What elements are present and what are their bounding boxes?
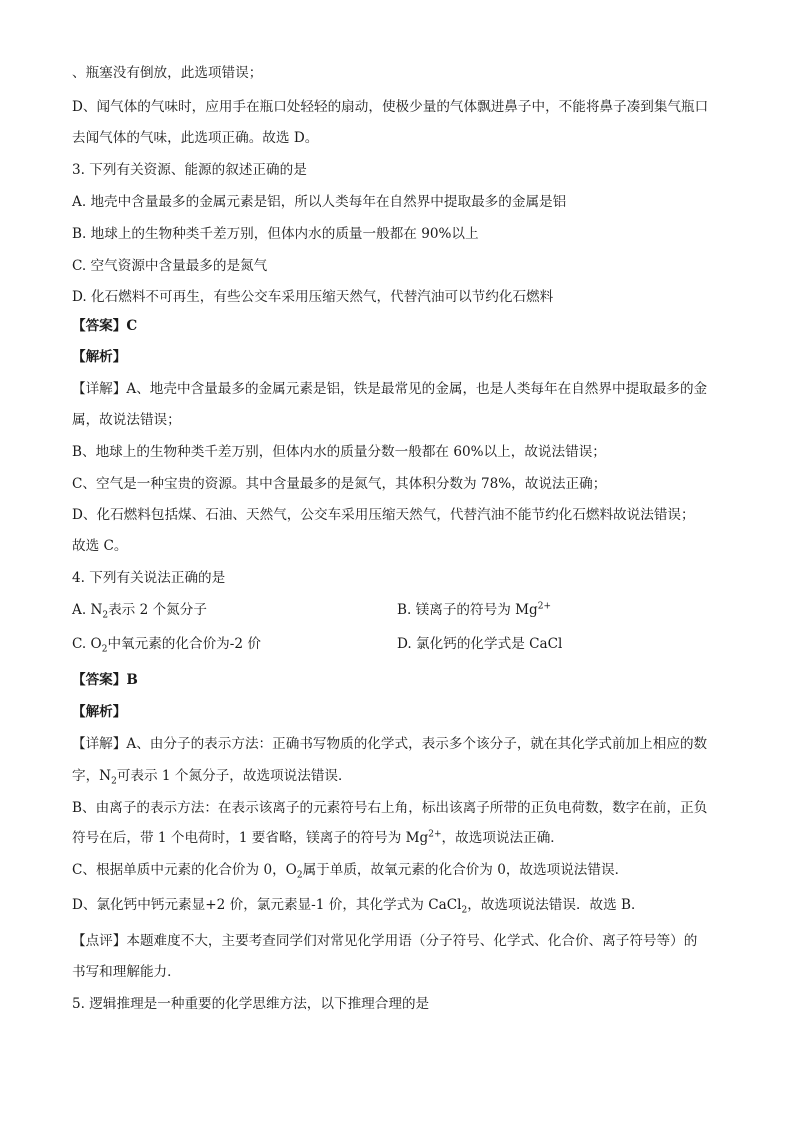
question-3-option-c: C. 空气资源中含量最多的是氮气 bbox=[72, 258, 268, 274]
comment-line: 【点评】本题难度不大，主要考查同学们对常见化学用语（分子符号、化学式、化合价、离子符号等）的 bbox=[72, 933, 698, 949]
detail-line: 符号在后，带 1 个电荷时，1 要省略，镁离子的符号为 $Mg^{2+}$，故选项说法正确． bbox=[72, 829, 564, 846]
detail-line: C、根据单质中元素的化合价为 0，$O_2$属于单质，故氧元素的化合价为 0，故选项说法错误． bbox=[72, 862, 629, 881]
question-4-option-b: B. 镁离子的符号为 $Mg^{2+}$ bbox=[397, 601, 552, 618]
detail-line: D、氯化钙中钙元素显+2 价，氯元素显-1 价，其化学式为 CaCl$_2$，故选项说法错误．故选 B． bbox=[72, 897, 645, 916]
question-3: 3. 下列有关资源、能源的叙述正确的是 bbox=[72, 162, 307, 178]
analysis-label: 【解析】 bbox=[72, 349, 127, 365]
detail-line: 字，$N_2$可表示 1 个氮分子，故选项说法错误． bbox=[72, 768, 352, 787]
analysis-label: 【解析】 bbox=[72, 704, 127, 720]
question-3-option-b: B. 地球上的生物种类千差万别，但体内水的质量一般都在 90%以上 bbox=[72, 226, 479, 242]
detail-line: 故选 C。 bbox=[72, 538, 128, 554]
question-3-option-a: A. 地壳中含量最多的金属元素是铝，所以人类每年在自然界中提取最多的金属是铝 bbox=[72, 194, 567, 210]
question-4-option-d: D. 氯化钙的化学式是 CaCl bbox=[397, 636, 563, 652]
answer-label: 【答案】C bbox=[72, 318, 138, 334]
detail-line: 【详解】A、地壳中含量最多的金属元素是铝，铁是最常见的金属，也是人类每年在自然界中提取最多的金 bbox=[72, 381, 708, 397]
question-3-option-d: D. 化石燃料不可再生，有些公交车采用压缩天然气，代替汽油可以节约化石燃料 bbox=[72, 289, 554, 305]
detail-line: D、化石燃料包括煤、石油、天然气，公交车采用压缩天然气，代替汽油不能节约化石燃料故说法错误； bbox=[72, 507, 695, 523]
question-5: 5. 逻辑推理是一种重要的化学思维方法，以下推理合理的是 bbox=[72, 996, 430, 1012]
answer-label: 【答案】B bbox=[72, 672, 138, 688]
question-4: 4. 下列有关说法正确的是 bbox=[72, 570, 226, 586]
question-4-option-a: A. $N_2$表示 2 个氮分子 bbox=[72, 602, 207, 621]
text-line: D、闻气体的气味时，应用手在瓶口处轻轻的扇动，使极少量的气体飘进鼻子中，不能将鼻子凑到集气瓶口 bbox=[72, 99, 709, 115]
detail-line: B、地球上的生物种类千差万别，但体内水的质量分数一般都在 60%以上，故说法错误； bbox=[72, 444, 606, 460]
detail-line: C、空气是一种宝贵的资源。其中含量最多的是氮气，其体积分数为 78%，故说法正确； bbox=[72, 476, 607, 492]
detail-line: B、由离子的表示方法：在表示该离子的元素符号右上角，标出该离子所带的正负电荷数，数字在前，正负 bbox=[72, 800, 708, 816]
detail-line: 【详解】A、由分子的表示方法：正确书写物质的化学式，表示多个该分子，就在其化学式前加上相应的数 bbox=[72, 736, 708, 752]
question-4-option-c: C. $O_2$中氧元素的化合价为-2 价 bbox=[72, 636, 261, 655]
text-line: 、瓶塞没有倒放，此选项错误； bbox=[72, 65, 263, 81]
comment-line: 书写和理解能力． bbox=[72, 964, 181, 980]
text-line: 去闻气体的气味，此选项正确。故选 D。 bbox=[72, 130, 319, 146]
detail-line: 属，故说法错误； bbox=[72, 412, 181, 428]
